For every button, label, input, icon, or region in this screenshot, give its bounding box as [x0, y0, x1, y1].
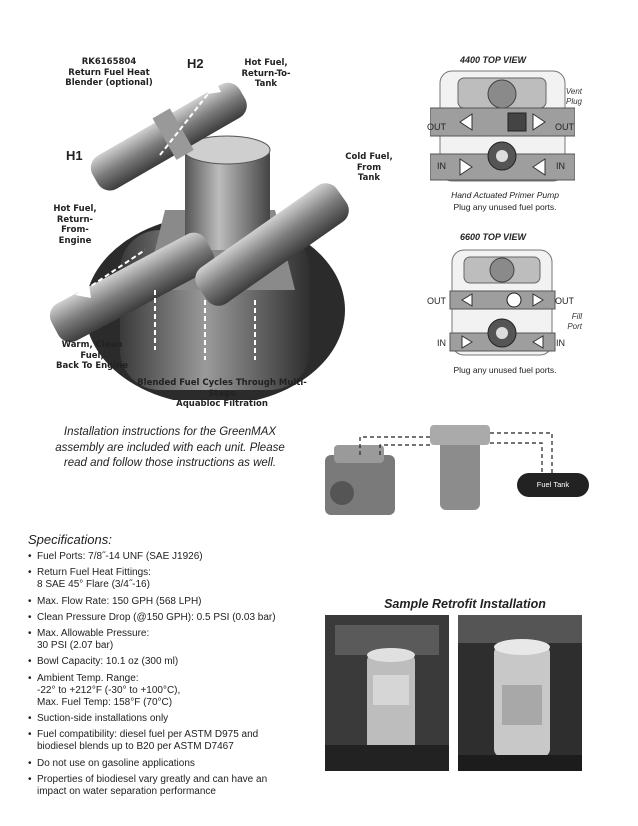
sample-retrofit-title: Sample Retrofit Installation [384, 597, 546, 611]
spec-item: • Fuel compatibility: diesel fuel per ASTM D975 and biodiesel blends up to B20 per ASTM D7467 [28, 729, 318, 753]
in-left-6600: IN [437, 338, 446, 348]
top-view-6600-diagram [430, 245, 575, 360]
rk-blender-label: RK6165804 Return Fuel Heat Blender (optional) [65, 57, 153, 89]
fill-port-label: Fill Port [567, 312, 582, 331]
retrofit-photo-right [458, 615, 582, 771]
top-view-4400-diagram [430, 66, 575, 191]
fuel-tank-label: Fuel Tank [536, 480, 570, 489]
spec-item: • Fuel Ports: 7/8˝-14 UNF (SAE J1926) [28, 551, 318, 563]
h1-label: H1 [66, 148, 83, 163]
plug-note-4400: Plug any unused fuel ports. [453, 202, 557, 212]
hot-fuel-return-from-engine-label: Hot Fuel, Return- From-Engine [53, 204, 97, 246]
out-right-6600: OUT [555, 296, 574, 306]
spec-item: • Return Fuel Heat Fittings: 8 SAE 45° Flare (3/4˝-16) [28, 567, 318, 591]
hot-fuel-return-to-tank-label: Hot Fuel, Return-To-Tank [241, 58, 291, 90]
spec-item: • Clean Pressure Drop (@150 GPH): 0.5 PSI (0.03 bar) [28, 612, 318, 624]
install-note: Installation instructions for the GreenMAX assembly are included with each unit. Please read and follow those instructions as well. [55, 426, 285, 470]
in-left-4400: IN [437, 161, 446, 171]
system-diagram [320, 415, 600, 525]
in-right-6600: IN [556, 338, 565, 348]
spec-item: • Do not use on gasoline applications [28, 758, 318, 770]
out-right-4400: OUT [555, 122, 574, 132]
retrofit-photo-left [325, 615, 449, 771]
specifications-title: Specifications: [28, 532, 112, 547]
spec-item: • Bowl Capacity: 10.1 oz (300 ml) [28, 656, 318, 668]
spec-item: • Ambient Temp. Range: -22° to +212°F (-30° to +100°C), Max. Fuel Temp: 158°F (70°C) [28, 673, 318, 710]
in-right-4400: IN [556, 161, 565, 171]
spec-item: • Max. Flow Rate: 150 GPH (568 LPH) [28, 596, 318, 608]
out-left-6600: OUT [427, 296, 446, 306]
spec-item: • Suction-side installations only [28, 713, 318, 725]
blended-fuel-label: Blended Fuel Cycles Through Multi-Stage Aquabloc Filtration [137, 378, 307, 410]
spec-item: • Properties of biodiesel vary greatly and can have an impact on water separation performance [28, 774, 318, 798]
spec-item: • Max. Allowable Pressure: 30 PSI (2.07 bar) [28, 628, 318, 652]
top-view-6600-title: 6600 TOP VIEW [459, 232, 527, 242]
h2-label: H2 [187, 56, 204, 71]
top-view-4400-title: 4400 TOP VIEW [459, 55, 527, 65]
primer-pump-label: Hand Actuated Primer Pump [451, 190, 559, 200]
out-left-4400: OUT [427, 122, 446, 132]
specifications-list [28, 551, 318, 802]
cold-fuel-label: Cold Fuel, From Tank [345, 152, 393, 184]
warm-clean-fuel-label: Warm, Clean Fuel, Back To Engine [55, 340, 128, 372]
plug-note-6600: Plug any unused fuel ports. [453, 365, 557, 375]
vent-plug-label: Vent Plug [565, 87, 582, 106]
